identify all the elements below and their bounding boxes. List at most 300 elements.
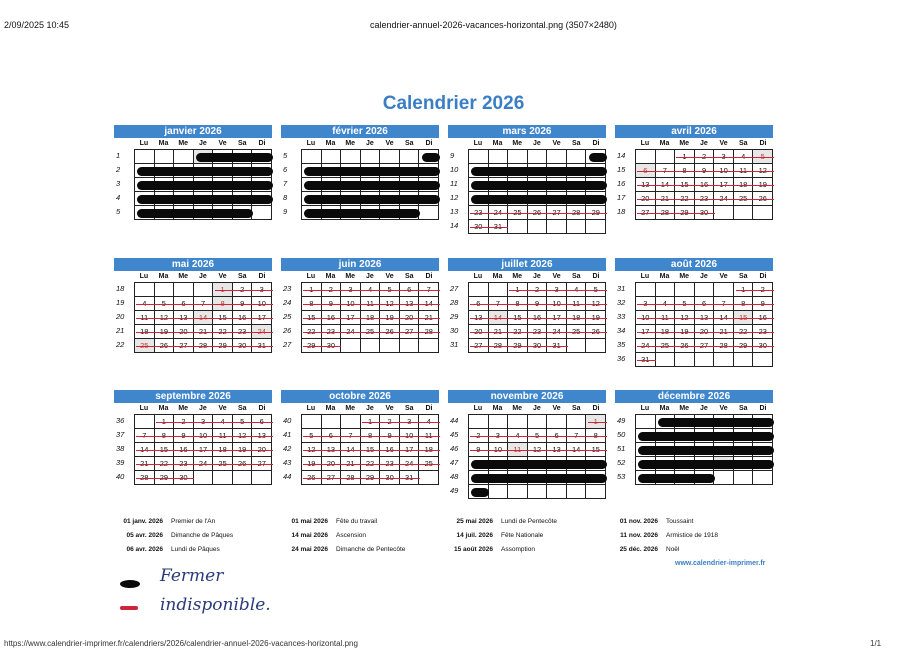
week-number: 38 <box>116 444 125 453</box>
unavailable-mark <box>637 360 656 361</box>
weekday-label: Sa <box>739 140 748 147</box>
week-number: 8 <box>283 193 288 202</box>
closed-mark <box>304 167 440 176</box>
weekday-label: Je <box>199 273 207 280</box>
day-cell[interactable] <box>547 150 567 164</box>
weekday-label: Je <box>533 405 541 412</box>
unavailable-mark <box>156 422 273 423</box>
weekday-label: Lu <box>139 273 149 280</box>
day-cell[interactable] <box>322 150 342 164</box>
week-number: 15 <box>617 165 626 174</box>
weekday-label: Di <box>258 140 266 147</box>
weekday-header-row <box>615 403 773 414</box>
day-cell[interactable] <box>508 150 528 164</box>
unavailable-mark <box>303 290 440 291</box>
weekday-label: Lu <box>139 405 149 412</box>
day-cell[interactable] <box>213 471 233 485</box>
week-number: 14 <box>450 221 459 230</box>
weekday-header-row <box>114 138 272 149</box>
weekday-label: Ma <box>659 405 670 412</box>
weekday-label: Sa <box>238 140 247 147</box>
month-block <box>114 258 272 353</box>
weekday-label: Ve <box>385 405 394 412</box>
unavailable-mark <box>303 346 341 347</box>
weekday-label: Sa <box>739 273 748 280</box>
page-title: Calendrier 2026 <box>382 93 525 114</box>
holiday-row <box>447 532 612 546</box>
weekday-label: Ve <box>385 273 394 280</box>
unavailable-mark <box>470 304 607 305</box>
day-cell[interactable] <box>547 485 567 499</box>
day-cell[interactable] <box>528 415 548 429</box>
holiday-row <box>117 518 282 532</box>
month-header: août 2026 <box>615 258 773 271</box>
month-block <box>281 258 439 353</box>
day-cell[interactable] <box>714 283 734 297</box>
day-cell[interactable] <box>586 220 606 234</box>
day-cell[interactable] <box>341 339 361 353</box>
holiday-name: Lundi de Pentecôte <box>501 518 558 525</box>
unavailable-mark <box>637 185 774 186</box>
day-cell[interactable] <box>547 220 567 234</box>
closed-mark <box>137 195 273 204</box>
month-block <box>448 258 606 353</box>
weekday-label: Lu <box>473 405 483 412</box>
day-cell[interactable] <box>656 150 676 164</box>
weekday-label: Sa <box>405 273 414 280</box>
week-number: 19 <box>116 298 125 307</box>
week-number: 27 <box>283 340 292 349</box>
unavailable-mark <box>215 290 273 291</box>
week-number: 6 <box>283 165 288 174</box>
closed-mark <box>422 153 440 162</box>
weekday-header-row <box>615 138 773 149</box>
weekday-label: Ve <box>385 140 394 147</box>
holiday-row <box>612 532 777 546</box>
day-grid <box>301 149 439 220</box>
weekday-label: Me <box>679 140 690 147</box>
website-link[interactable]: www.calendrier-imprimer.fr <box>675 560 766 567</box>
week-number: 27 <box>450 284 459 293</box>
day-cell[interactable] <box>233 471 253 485</box>
unavailable-legend-swatch <box>118 603 142 613</box>
day-cell[interactable] <box>302 415 322 429</box>
month-header: novembre 2026 <box>448 390 606 403</box>
day-cell[interactable] <box>194 283 214 297</box>
holiday-row <box>117 532 282 546</box>
weekday-label: Lu <box>139 140 149 147</box>
month-block <box>114 125 272 220</box>
month-header: mars 2026 <box>448 125 606 138</box>
day-cell[interactable] <box>302 150 322 164</box>
week-number: 9 <box>450 151 455 160</box>
week-number: 31 <box>450 340 459 349</box>
day-cell[interactable] <box>469 150 489 164</box>
day-cell[interactable] <box>528 150 548 164</box>
week-number: 18 <box>617 207 626 216</box>
unavailable-mark <box>470 436 607 437</box>
day-cell[interactable] <box>528 485 548 499</box>
week-number: 43 <box>283 458 292 467</box>
day-cell[interactable] <box>586 339 606 353</box>
holiday-date: 24 mai 2026 <box>291 546 328 553</box>
day-cell[interactable] <box>567 150 587 164</box>
holiday-row <box>282 518 447 532</box>
week-number: 31 <box>617 284 626 293</box>
day-cell[interactable] <box>567 339 587 353</box>
unavailable-mark <box>136 332 273 333</box>
unavailable-mark <box>637 171 774 172</box>
weekday-label: Sa <box>572 140 581 147</box>
weekday-label: Ma <box>492 140 503 147</box>
month-block <box>448 125 606 234</box>
day-cell[interactable] <box>419 206 439 220</box>
weekday-label: Di <box>258 273 266 280</box>
week-number: 11 <box>450 179 458 188</box>
day-cell[interactable] <box>567 220 587 234</box>
weekday-label: Je <box>199 405 207 412</box>
weekday-label: Me <box>679 273 690 280</box>
day-grid <box>635 414 773 485</box>
weekday-header-row <box>448 271 606 282</box>
day-cell[interactable] <box>714 353 734 367</box>
weekday-label: Di <box>592 405 600 412</box>
day-cell[interactable] <box>174 283 194 297</box>
day-cell[interactable] <box>567 415 587 429</box>
weekday-label: Ma <box>325 405 336 412</box>
day-cell[interactable] <box>528 220 548 234</box>
day-cell[interactable] <box>341 150 361 164</box>
week-number: 3 <box>116 179 121 188</box>
holiday-name: Premier de l'An <box>171 518 216 525</box>
unavailable-mark <box>676 157 774 158</box>
week-number: 1 <box>116 151 121 160</box>
weekday-label: Di <box>258 405 266 412</box>
week-number: 46 <box>450 444 459 453</box>
day-cell[interactable] <box>419 339 439 353</box>
holiday-name: Dimanche de Pentecôte <box>336 546 406 553</box>
day-cell[interactable] <box>714 206 734 220</box>
holiday-date: 11 nov. 2026 <box>620 532 658 539</box>
holiday-name: Lundi de Pâques <box>171 546 220 553</box>
weekday-label: Me <box>512 273 523 280</box>
day-cell[interactable] <box>174 150 194 164</box>
holiday-row <box>447 518 612 532</box>
day-cell[interactable] <box>714 471 734 485</box>
holiday-date: 06 avr. 2026 <box>126 546 163 553</box>
closed-mark <box>471 460 607 469</box>
week-number: 21 <box>116 326 125 335</box>
weekday-label: Me <box>345 140 356 147</box>
print-datetime: 2/09/2025 10:45 <box>4 20 70 30</box>
print-page-number: 1/1 <box>870 639 882 648</box>
day-cell[interactable] <box>400 150 420 164</box>
weekday-label: Me <box>345 405 356 412</box>
weekday-label: Lu <box>640 273 650 280</box>
weekday-label: Me <box>679 405 690 412</box>
month-header: juin 2026 <box>281 258 439 271</box>
weekday-label: Ve <box>719 405 728 412</box>
weekday-label: Me <box>512 140 523 147</box>
closed-mark <box>304 195 440 204</box>
week-number: 44 <box>450 416 459 425</box>
week-number: 52 <box>617 458 626 467</box>
week-number: 36 <box>617 354 626 363</box>
weekday-label: Sa <box>405 405 414 412</box>
day-cell[interactable] <box>469 283 489 297</box>
unavailable-mark <box>470 227 508 228</box>
day-cell[interactable] <box>695 283 715 297</box>
week-number: 26 <box>283 326 292 335</box>
unavailable-mark <box>470 213 607 214</box>
weekday-label: Sa <box>739 405 748 412</box>
weekday-label: Ma <box>158 273 169 280</box>
weekday-label: Je <box>700 273 708 280</box>
weekday-label: Je <box>700 140 708 147</box>
day-cell[interactable] <box>135 283 155 297</box>
month-header: janvier 2026 <box>114 125 272 138</box>
holiday-column <box>117 518 282 560</box>
closed-mark <box>137 167 273 176</box>
day-cell[interactable] <box>753 206 773 220</box>
day-cell[interactable] <box>252 471 272 485</box>
day-cell[interactable] <box>489 283 509 297</box>
day-grid <box>635 149 773 220</box>
week-number: 5 <box>283 151 288 160</box>
week-number: 12 <box>450 193 459 202</box>
holiday-date: 14 mai 2026 <box>291 532 328 539</box>
weekday-label: Ve <box>552 273 561 280</box>
day-cell[interactable] <box>155 150 175 164</box>
holiday-column <box>612 518 777 560</box>
holiday-row <box>282 546 447 560</box>
holiday-row <box>612 518 777 532</box>
week-number: 18 <box>116 284 125 293</box>
day-cell[interactable] <box>734 206 754 220</box>
weekday-label: Sa <box>572 405 581 412</box>
day-cell[interactable] <box>361 339 381 353</box>
weekday-label: Di <box>592 140 600 147</box>
weekday-label: Di <box>425 405 433 412</box>
holiday-name: Toussaint <box>666 518 694 525</box>
day-cell[interactable] <box>734 353 754 367</box>
weekday-label: Ma <box>659 140 670 147</box>
weekday-label: Di <box>759 405 767 412</box>
day-cell[interactable] <box>508 415 528 429</box>
weekday-label: Ma <box>158 405 169 412</box>
day-cell[interactable] <box>567 485 587 499</box>
day-grid <box>468 282 606 353</box>
day-cell[interactable] <box>695 353 715 367</box>
day-cell[interactable] <box>361 150 381 164</box>
weekday-label: Me <box>178 405 189 412</box>
holiday-name: Fête du travail <box>336 518 378 525</box>
week-number: 2 <box>116 165 121 174</box>
day-cell[interactable] <box>322 415 342 429</box>
weekday-label: Je <box>533 273 541 280</box>
day-cell[interactable] <box>656 353 676 367</box>
weekday-label: Lu <box>306 405 316 412</box>
day-cell[interactable] <box>547 415 567 429</box>
week-number: 22 <box>116 340 125 349</box>
day-cell[interactable] <box>155 283 175 297</box>
weekday-label: Je <box>533 140 541 147</box>
day-grid <box>635 282 773 367</box>
week-number: 40 <box>283 416 292 425</box>
day-grid <box>134 149 272 220</box>
day-cell[interactable] <box>508 485 528 499</box>
week-number: 29 <box>450 312 459 321</box>
closed-mark <box>638 432 774 441</box>
unavailable-mark <box>136 478 194 479</box>
closed-mark <box>638 460 774 469</box>
holiday-date: 01 nov. 2026 <box>619 518 658 525</box>
unavailable-mark <box>136 450 273 451</box>
day-cell[interactable] <box>753 353 773 367</box>
week-number: 16 <box>617 179 626 188</box>
weekday-label: Lu <box>473 140 483 147</box>
weekday-label: Lu <box>306 273 316 280</box>
day-cell[interactable] <box>734 471 754 485</box>
week-number: 32 <box>617 298 626 307</box>
unavailable-mark <box>303 478 420 479</box>
day-cell[interactable] <box>656 283 676 297</box>
day-cell[interactable] <box>380 339 400 353</box>
unavailable-mark <box>303 304 440 305</box>
week-number: 20 <box>116 312 125 321</box>
day-cell[interactable] <box>419 471 439 485</box>
week-number: 9 <box>283 207 288 216</box>
weekday-label: Me <box>178 140 189 147</box>
day-cell[interactable] <box>380 150 400 164</box>
holiday-row <box>282 532 447 546</box>
weekday-label: Je <box>199 140 207 147</box>
unavailable-mark <box>470 318 607 319</box>
day-cell[interactable] <box>135 415 155 429</box>
day-cell[interactable] <box>252 206 272 220</box>
closed-mark <box>304 209 420 218</box>
unavailable-mark <box>136 464 273 465</box>
day-cell[interactable] <box>508 220 528 234</box>
month-block <box>114 390 272 485</box>
week-number: 28 <box>450 298 459 307</box>
closed-mark <box>137 209 253 218</box>
unavailable-mark <box>303 450 440 451</box>
week-number: 33 <box>617 312 626 321</box>
week-number: 17 <box>617 193 626 202</box>
weekday-label: Lu <box>473 273 483 280</box>
unavailable-mark <box>136 304 273 305</box>
unavailable-mark <box>470 450 607 451</box>
weekday-label: Sa <box>238 405 247 412</box>
closed-mark <box>471 167 607 176</box>
week-number: 53 <box>617 472 626 481</box>
closed-mark <box>658 418 774 427</box>
day-cell[interactable] <box>675 283 695 297</box>
unavailable-mark <box>637 199 774 200</box>
week-number: 35 <box>617 340 626 349</box>
week-number: 40 <box>116 472 125 481</box>
weekday-label: Sa <box>238 273 247 280</box>
month-block <box>281 125 439 220</box>
weekday-label: Ve <box>552 405 561 412</box>
weekday-header-row <box>448 138 606 149</box>
week-number: 36 <box>116 416 125 425</box>
week-number: 37 <box>116 430 125 439</box>
week-number: 47 <box>450 458 459 467</box>
weekday-header-row <box>281 138 439 149</box>
day-cell[interactable] <box>489 485 509 499</box>
month-header: février 2026 <box>281 125 439 138</box>
holiday-date: 01 janv. 2026 <box>123 518 163 525</box>
weekday-label: Je <box>700 405 708 412</box>
weekday-label: Lu <box>306 140 316 147</box>
holiday-date: 01 mai 2026 <box>291 518 328 525</box>
week-number: 25 <box>283 312 292 321</box>
week-number: 50 <box>617 430 626 439</box>
print-filename: calendrier-annuel-2026-vacances-horizontal.png (3507×2480) <box>370 20 617 30</box>
unavailable-mark <box>736 290 774 291</box>
weekday-label: Sa <box>405 140 414 147</box>
unavailable-mark <box>303 436 440 437</box>
day-grid <box>468 149 606 234</box>
week-number: 39 <box>116 458 125 467</box>
weekday-label: Je <box>366 273 374 280</box>
day-cell[interactable] <box>489 415 509 429</box>
day-cell[interactable] <box>341 415 361 429</box>
holiday-name: Noël <box>666 546 680 553</box>
day-cell[interactable] <box>489 150 509 164</box>
holiday-row <box>447 546 612 560</box>
unavailable-legend-label: indisponible. <box>160 595 271 615</box>
month-block <box>448 390 606 499</box>
day-cell[interactable] <box>400 339 420 353</box>
weekday-header-row <box>281 271 439 282</box>
week-number: 51 <box>617 444 626 453</box>
day-cell[interactable] <box>194 471 214 485</box>
holiday-date: 05 avr. 2026 <box>126 532 163 539</box>
day-cell[interactable] <box>469 415 489 429</box>
day-cell[interactable] <box>753 471 773 485</box>
holiday-date: 14 juil. 2026 <box>456 532 493 539</box>
weekday-label: Me <box>345 273 356 280</box>
day-cell[interactable] <box>586 485 606 499</box>
weekday-header-row <box>448 403 606 414</box>
closed-legend-swatch <box>118 576 142 590</box>
day-grid <box>468 414 606 499</box>
day-grid <box>134 414 272 485</box>
unavailable-mark <box>470 332 607 333</box>
closed-mark <box>471 181 607 190</box>
unavailable-mark <box>637 304 774 305</box>
weekday-label: Di <box>759 140 767 147</box>
weekday-header-row <box>281 403 439 414</box>
unavailable-mark <box>136 346 273 347</box>
holiday-date: 15 août 2026 <box>453 546 493 553</box>
week-number: 41 <box>283 430 292 439</box>
day-cell[interactable] <box>636 150 656 164</box>
day-cell[interactable] <box>636 283 656 297</box>
week-number: 49 <box>617 416 626 425</box>
closed-mark <box>137 181 273 190</box>
weekday-label: Ve <box>552 140 561 147</box>
unavailable-mark <box>136 436 273 437</box>
unavailable-mark <box>303 464 440 465</box>
day-cell[interactable] <box>636 415 656 429</box>
day-cell[interactable] <box>135 150 155 164</box>
day-cell[interactable] <box>675 353 695 367</box>
month-block <box>615 125 773 220</box>
